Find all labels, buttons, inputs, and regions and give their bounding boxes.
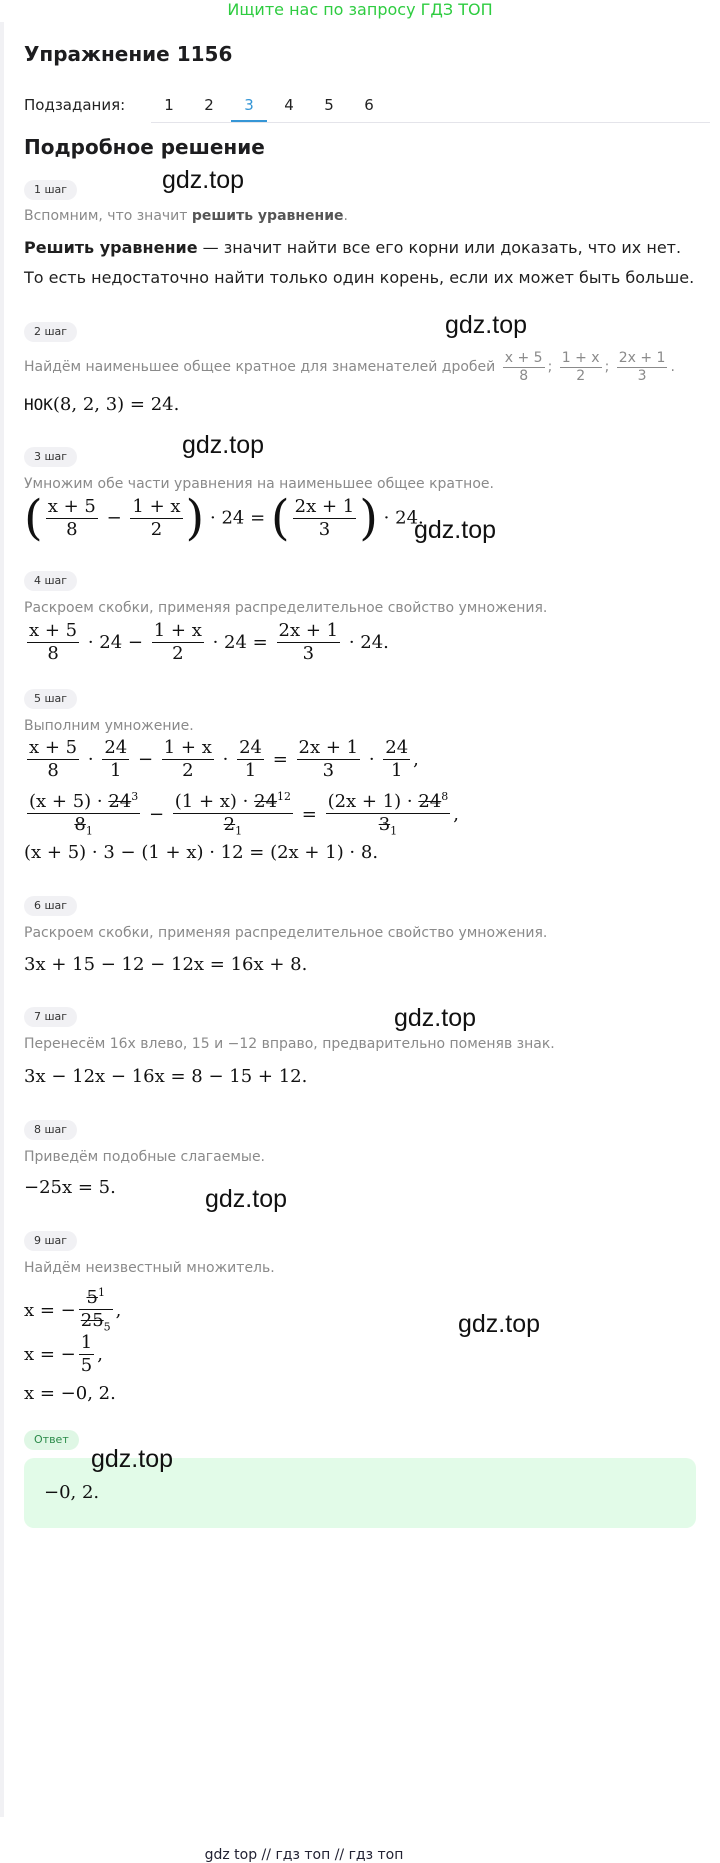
step-6-badge: 6 шаг — [24, 896, 77, 916]
step-7-formula: 3x − 12x − 16x = 8 − 15 + 12. — [24, 1066, 308, 1087]
step-2-frac-1 — [503, 350, 545, 385]
step-4-text: Раскроем скобки, применяя распределительное свойство умножения. — [24, 600, 548, 616]
watermark: gdz.top — [91, 1445, 174, 1473]
step-7-text: Перенесём 16x влево, 15 и −12 вправо, предварительно поменяв знак. — [24, 1036, 555, 1052]
step-3-text: Умножим обе части уравнения на наименьшее общее кратное. — [24, 476, 494, 492]
separator: ; — [604, 359, 610, 375]
frac-numerator: 1 + x — [561, 349, 600, 366]
watermark: gdz.top — [205, 1185, 288, 1213]
step-1-para-text: — значит найти все его корни или доказать, что их нет. То есть недостаточно найти только один корень, если их может быть больше. — [24, 238, 695, 287]
step-5-badge: 5 шаг — [24, 689, 77, 709]
tab-4[interactable]: 4 — [284, 96, 294, 114]
step-4-formula: $\frac{x + 5}{8}$ · 24 − $\frac{1 + x}{2}$ · 24 = $\frac{2x + 1}{3}$ · 24. — [29, 620, 389, 664]
separator: ; — [547, 359, 553, 375]
step-2-frac-3 — [617, 350, 668, 385]
frac-denominator: 2 — [576, 367, 586, 384]
watermark: gdz.top — [458, 1310, 541, 1338]
step-9-formula-3: x = −0, 2. — [24, 1383, 116, 1404]
watermark: gdz.top — [394, 1004, 477, 1032]
step-8-formula: −25x = 5. — [24, 1177, 116, 1198]
step-5-formula-2: $\frac{(x + 5) \cdot 24^3}{8_1}$ − $\frac{(1 + x) \cdot 24^{12}}{2_1}$ = $\frac{(2x + 1) \cdot 24^8}{3_1}$ , — [24, 786, 459, 843]
step-7-badge: 7 шаг — [24, 1007, 77, 1027]
step-6-text: Раскроем скобки, применяя распределительное свойство умножения. — [24, 925, 548, 941]
step-6-formula: 3x + 15 − 12 − 12x = 16x + 8. — [24, 954, 308, 975]
step-9-badge: 9 шаг — [24, 1231, 77, 1251]
step-2-formula — [24, 394, 179, 415]
step-9-formula-1: x = − $\frac{5^1}{25_5}$ , — [24, 1282, 121, 1339]
lcm-label: НОК — [24, 395, 53, 414]
step-1-text — [24, 208, 348, 224]
step-1-text-bold: решить уравнение — [191, 208, 344, 224]
frac-numerator: x + 5 — [504, 349, 543, 366]
step-8-text: Приведём подобные слагаемые. — [24, 1149, 266, 1165]
subtasks-nav — [24, 82, 714, 122]
step-1-badge: 1 шаг — [24, 180, 77, 200]
step-1-paragraph — [24, 233, 696, 293]
step-4-badge: 4 шаг — [24, 571, 77, 591]
frac-denominator: 8 — [519, 367, 529, 384]
step-3-formula: ( $\frac{x + 5}{8}$ − $\frac{1 + x}{2}$ ) · 24 = ( $\frac{2x + 1}{3}$ ) · 24. — [24, 490, 424, 546]
watermark: gdz.top — [162, 166, 245, 194]
frac-denominator: 3 — [637, 367, 647, 384]
frac-numerator: 2x + 1 — [618, 349, 666, 366]
step-1-text-post: . — [343, 208, 348, 224]
step-9-text: Найдём неизвестный множитель. — [24, 1260, 275, 1276]
watermark: gdz.top — [445, 311, 528, 339]
solution-heading: Подробное решение — [24, 135, 265, 159]
step-5-formula-3: (x + 5) · 3 − (1 + x) · 12 = (2x + 1) · 8. — [24, 842, 379, 863]
answer-value: −0, 2. — [44, 1482, 100, 1503]
step-2-text-main: Найдём наименьшее общее кратное для знаменателей дробей — [24, 359, 496, 375]
step-8-badge: 8 шаг — [24, 1120, 77, 1140]
exercise-title: Упражнение 1156 — [24, 42, 233, 66]
subtasks-label: Подзадания: — [24, 96, 126, 114]
subtask-tabs — [151, 82, 710, 123]
watermark: gdz.top — [182, 431, 265, 459]
step-2-text — [24, 347, 675, 387]
period: . — [670, 359, 675, 375]
tab-5[interactable]: 5 — [324, 96, 334, 114]
answer-badge: Ответ — [24, 1430, 79, 1450]
tab-1[interactable]: 1 — [164, 96, 174, 114]
tab-3[interactable]: 3 — [231, 96, 267, 114]
search-banner[interactable]: Ищите нас по запросу ГДЗ ТОП — [227, 0, 493, 19]
step-5-formula-1: $\frac{x + 5}{8}$ · $\frac{24}{1}$ − $\frac{1 + x}{2}$ · $\frac{24}{1}$ = $\frac{2x + 1}{3}$ · $\frac{24}{1}$ , — [29, 737, 419, 781]
lcm-formula: (8, 2, 3) = 24. — [52, 394, 180, 415]
step-3-badge: 3 шаг — [24, 447, 77, 467]
watermark: gdz.top — [414, 516, 497, 544]
step-9-formula-2: x = − $\frac{1}{5}$ , — [24, 1332, 103, 1376]
step-5-text: Выполним умножение. — [24, 718, 194, 734]
step-2-frac-2 — [560, 350, 602, 385]
step-1-text-pre: Вспомним, что значит — [24, 208, 192, 224]
footer-links[interactable]: gdz top // гдз топ // гдз топ — [204, 1847, 404, 1863]
step-2-badge: 2 шаг — [24, 322, 77, 342]
tab-2[interactable]: 2 — [204, 96, 214, 114]
step-1-para-bold: Решить уравнение — [24, 238, 198, 257]
tab-6[interactable]: 6 — [364, 96, 374, 114]
